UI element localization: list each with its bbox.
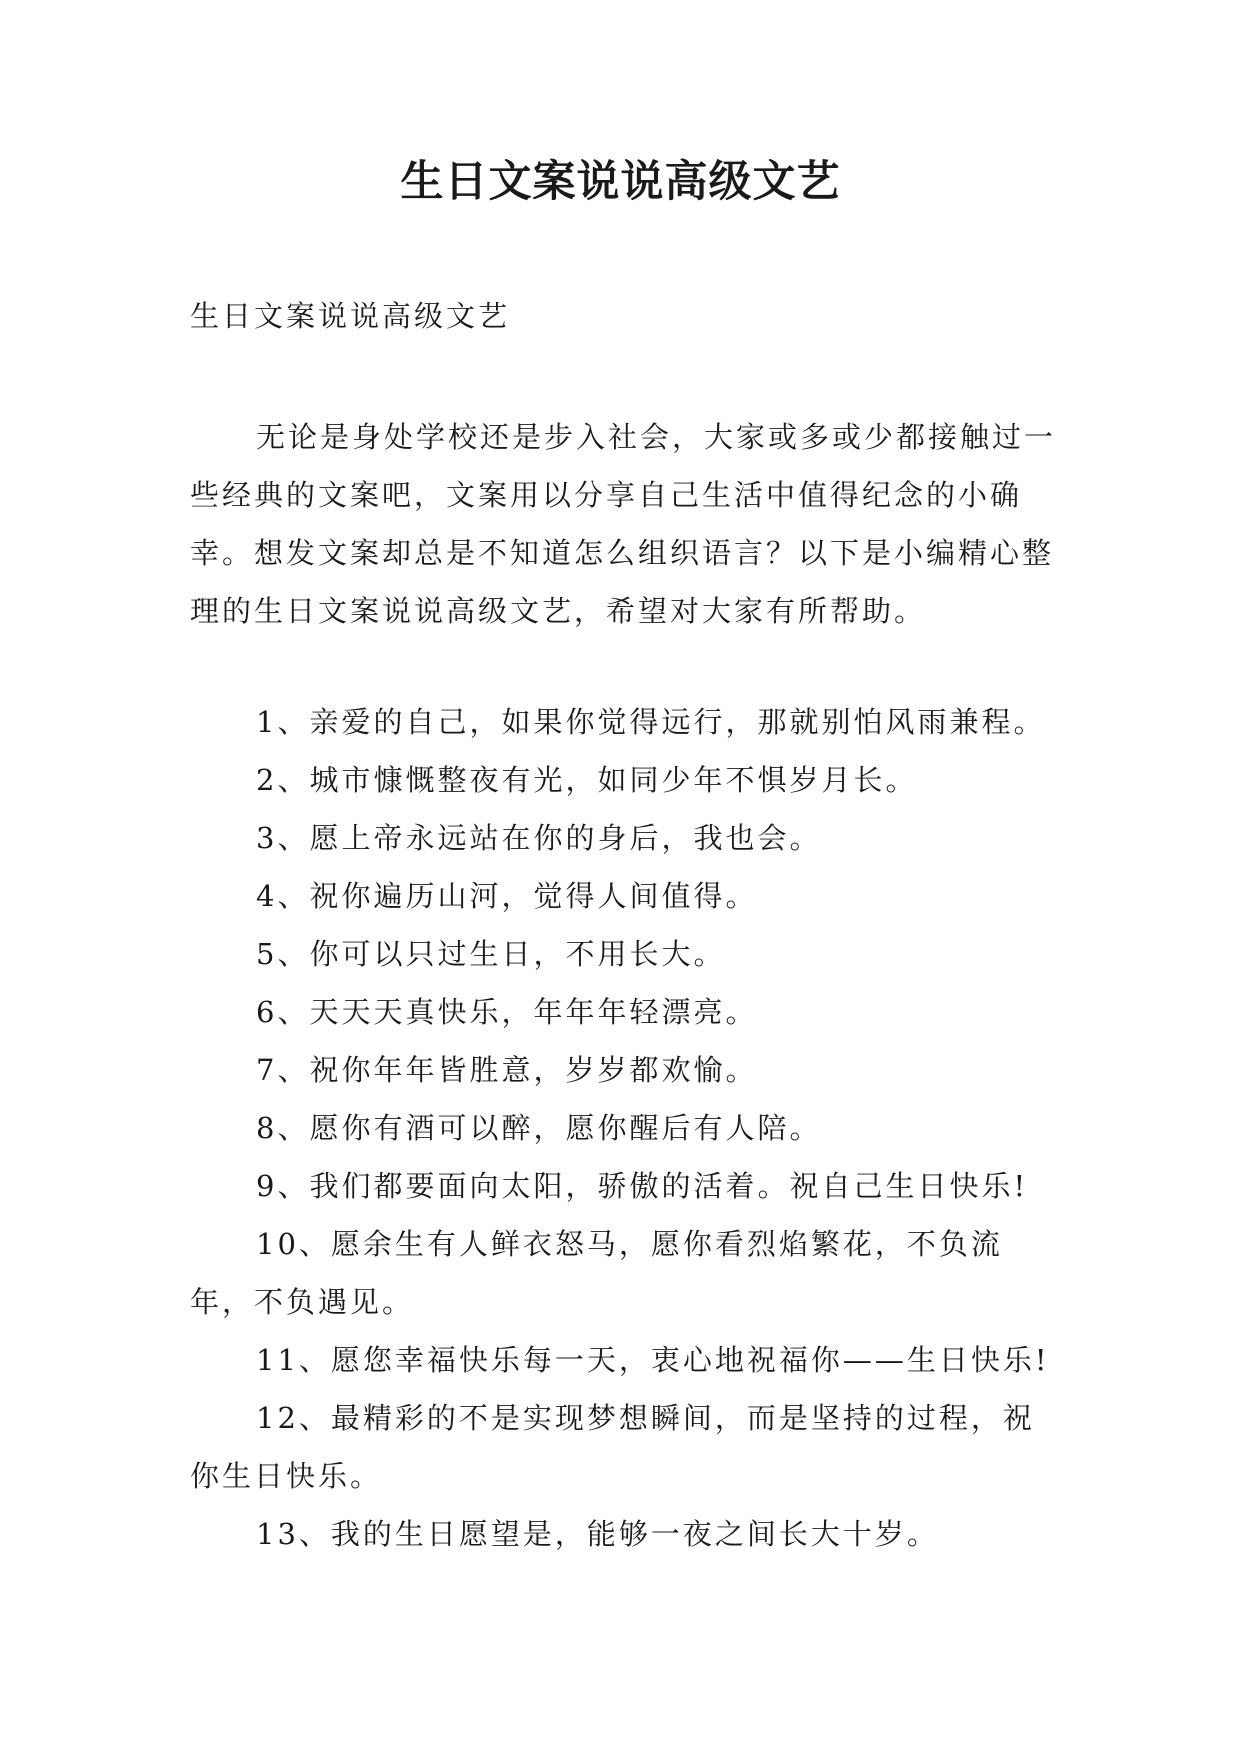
document-title: 生日文案说说高级文艺 (400, 157, 841, 207)
list-item: 3、愿上帝永远站在你的身后，我也会。 (256, 821, 822, 855)
list-item: 5、你可以只过生日，不用长大。 (256, 937, 726, 971)
list-item: 2、城市慷慨整夜有光，如同少年不惧岁月长。 (256, 763, 918, 797)
document-subtitle: 生日文案说说高级文艺 (190, 299, 511, 333)
list-item: 6、天天天真快乐，年年年轻漂亮。 (256, 995, 758, 1029)
list-item: 8、愿你有酒可以醉，愿你醒后有人陪。 (256, 1111, 822, 1145)
wish-list (190, 693, 1060, 1563)
list-item: 11、愿您幸福快乐每一天，衷心地祝福你——生日快乐! (256, 1343, 1050, 1377)
list-item: 7、祝你年年皆胜意，岁岁都欢愉。 (256, 1053, 758, 1087)
list-item: 9、我们都要面向太阳，骄傲的活着。祝自己生日快乐! (256, 1169, 1029, 1203)
list-item: 12、最精彩的不是实现梦想瞬间，而是坚持的过程，祝你生日快乐。 (190, 1401, 1035, 1493)
list-item: 4、祝你遍历山河，觉得人间值得。 (256, 879, 758, 913)
list-item: 13、我的生日愿望是，能够一夜之间长大十岁。 (256, 1517, 939, 1551)
list-item: 1、亲爱的自己，如果你觉得远行，那就别怕风雨兼程。 (256, 705, 1046, 739)
intro-paragraph: 无论是身处学校还是步入社会，大家或多或少都接触过一些经典的文案吧，文案用以分享自己生活中值得纪念的小确幸。想发文案却总是不知道怎么组织语言？以下是小编精心整理的生日文案说说高级文艺，希望对大家有所帮助。 (190, 420, 1057, 628)
list-item: 10、愿余生有人鲜衣怒马，愿你看烈焰繁花，不负流年，不负遇见。 (190, 1227, 1003, 1319)
